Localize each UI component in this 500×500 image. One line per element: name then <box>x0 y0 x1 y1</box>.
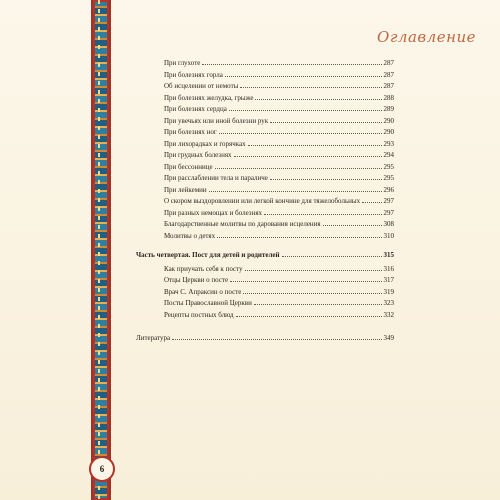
toc-entry <box>136 103 394 115</box>
toc-entry-page: 290 <box>383 128 394 136</box>
leader-dots <box>243 286 381 294</box>
toc-entry-page: 293 <box>383 139 394 148</box>
toc-entry-label: При болезнях горла <box>164 70 223 79</box>
toc-entry <box>136 138 394 150</box>
toc-entry-page: 297 <box>383 208 394 217</box>
toc-entry-label: При болезнях сердца <box>164 105 227 113</box>
toc-entry-label: Отцы Церкви о посте <box>164 276 229 284</box>
toc-entry <box>136 115 394 127</box>
toc-literature <box>136 332 394 344</box>
page-title: Оглавление <box>377 28 476 46</box>
toc-entry-page: 289 <box>383 105 394 113</box>
toc-entry-label: Молитвы о детях <box>164 231 216 240</box>
toc-entry-page: 316 <box>383 264 394 273</box>
toc-entry-label: Благодарственные молитвы по дарования исцеления <box>164 220 321 228</box>
leader-dots <box>215 161 382 169</box>
toc-entry <box>136 218 394 230</box>
page-number: 6 <box>89 456 115 482</box>
leader-dots <box>254 297 382 305</box>
leader-dots <box>202 57 381 65</box>
toc-entry-page: 296 <box>383 185 394 194</box>
toc-entry <box>136 80 394 92</box>
toc-entry-label: При разных немощах и болезнях <box>164 208 263 217</box>
toc-entry-page: 310 <box>383 231 394 240</box>
leader-dots <box>230 274 381 282</box>
leader-dots <box>234 149 382 157</box>
toc-entry <box>136 149 394 161</box>
toc-entry-page: 295 <box>383 174 394 182</box>
toc-entry <box>136 184 394 196</box>
leader-dots <box>264 207 381 215</box>
toc-entry <box>136 207 394 219</box>
toc-entry-label: При увечьях или иной болезни рук <box>164 116 269 125</box>
toc-part-heading <box>136 249 394 261</box>
toc-entry-label: Об исцелении от немоты <box>164 82 239 90</box>
toc-entry <box>136 195 394 207</box>
toc-entry-page: 315 <box>383 251 394 259</box>
toc-entry-page: 297 <box>383 197 394 205</box>
toc-entry-page: 332 <box>383 310 394 319</box>
decorative-border <box>91 0 111 500</box>
toc-entry-label: При лейкемии <box>164 185 207 194</box>
toc-entry-label: Литература <box>136 334 171 342</box>
toc-entry-label: Как приучать себя к посту <box>164 264 243 273</box>
table-of-contents <box>136 57 394 344</box>
leader-dots <box>225 69 382 77</box>
toc-entry-page: 319 <box>383 287 394 296</box>
toc-entry-page: 287 <box>383 82 394 90</box>
toc-entry <box>136 274 394 286</box>
toc-entry <box>136 263 394 275</box>
leader-dots <box>172 332 381 340</box>
toc-entry-page: 294 <box>383 151 394 159</box>
toc-entry <box>136 69 394 81</box>
toc-entry <box>136 172 394 184</box>
toc-entry <box>136 161 394 173</box>
toc-entry-label: Рецепты постных блюд <box>164 310 234 319</box>
leader-dots <box>245 263 382 271</box>
toc-entry-page: 323 <box>383 299 394 307</box>
toc-entry-label: При глухоте <box>164 59 201 67</box>
leader-dots <box>248 138 382 146</box>
toc-entry-page: 349 <box>383 334 394 342</box>
leader-dots <box>270 172 382 180</box>
toc-entry-page: 308 <box>383 220 394 228</box>
toc-entry-label: Врач С. Апраксин о посте <box>164 287 242 296</box>
leader-dots <box>255 92 381 100</box>
toc-entry-page: 288 <box>383 93 394 102</box>
toc-entry-label: При лихорадках и горячках <box>164 139 246 148</box>
toc-entry-page: 287 <box>383 59 394 67</box>
leader-dots <box>236 309 382 317</box>
toc-entry-label: При расслаблении тела и параличе <box>164 174 268 182</box>
toc-entry-label: О скором выздоровлении или легкой кончине для тяжелобольных <box>164 197 361 205</box>
toc-entry-page: 295 <box>383 162 394 171</box>
toc-entry <box>136 230 394 242</box>
leader-dots <box>229 103 382 111</box>
leader-dots <box>323 218 382 226</box>
toc-entry <box>136 126 394 138</box>
leader-dots <box>362 195 381 203</box>
toc-entry-page: 317 <box>383 276 394 284</box>
leader-dots <box>217 230 381 238</box>
toc-entry <box>136 92 394 104</box>
leader-dots <box>270 115 381 123</box>
toc-entry <box>136 57 394 69</box>
leader-dots <box>209 184 382 192</box>
toc-entry-page: 290 <box>383 116 394 125</box>
toc-entry <box>136 309 394 321</box>
toc-entry-page: 287 <box>383 70 394 79</box>
toc-entry-label: Посты Православной Церкви <box>164 299 252 307</box>
toc-entry-label: При бессоннице <box>164 162 213 171</box>
leader-dots <box>282 249 382 257</box>
toc-entry-label: При болезнях желудка, грыже <box>164 93 254 102</box>
toc-entry-label: При грудных болезнях <box>164 151 232 159</box>
toc-entry <box>136 286 394 298</box>
toc-entry-label: При болезнях ног <box>164 128 217 136</box>
leader-dots <box>219 126 382 134</box>
toc-entry-label: Часть четвертая. Пост для детей и родителей <box>136 251 280 259</box>
toc-entry <box>136 297 394 309</box>
leader-dots <box>240 80 381 88</box>
